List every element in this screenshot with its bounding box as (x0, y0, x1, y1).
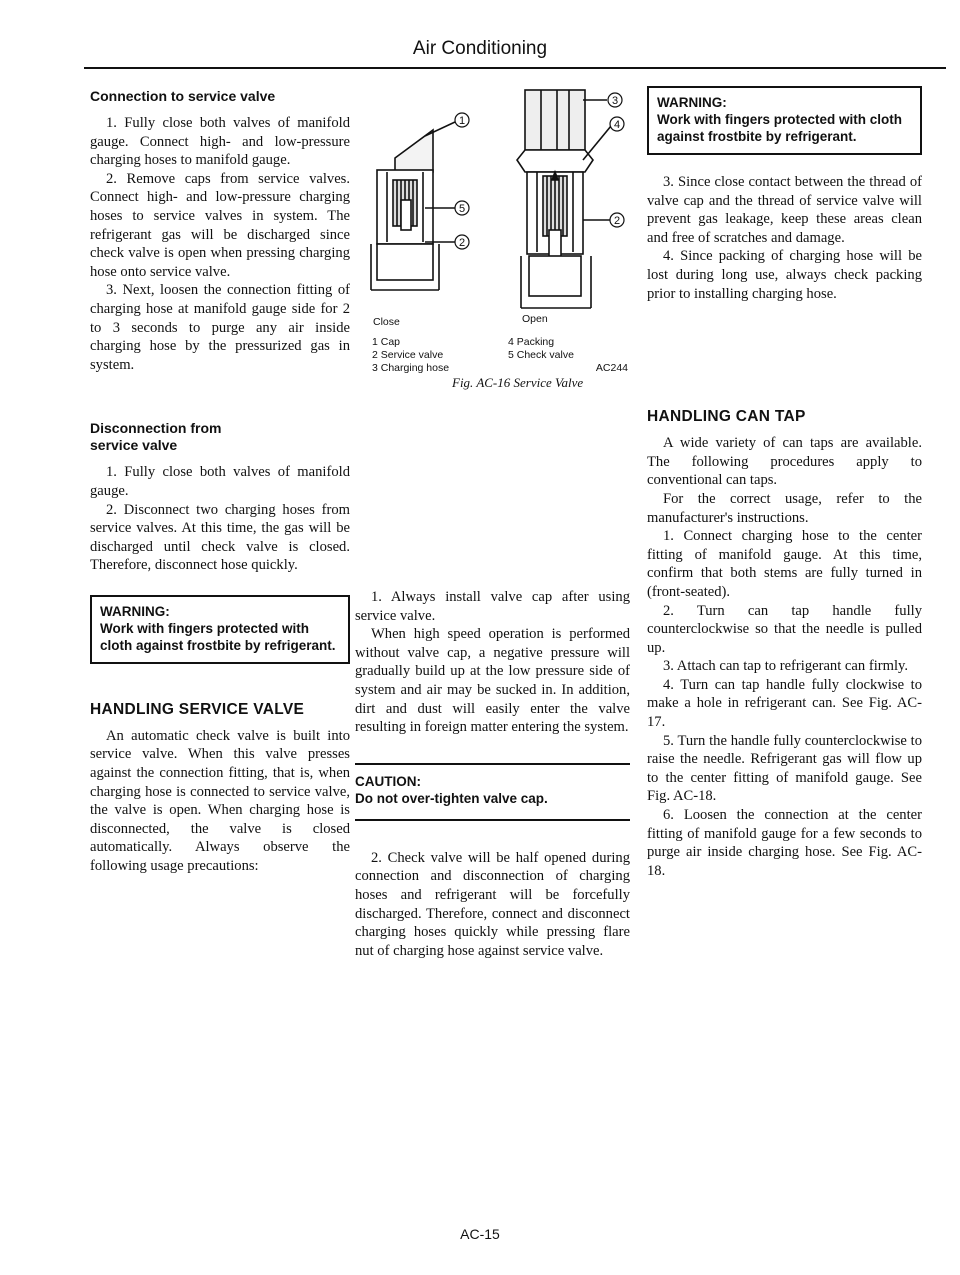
column-right (647, 86, 922, 880)
paragraph: 2. Disconnect two charging hoses from service valves. At this time, the gas will be discharged until check valve is closed. Therefore, disconnect hose quickly. (90, 501, 350, 574)
service-valve-figure (355, 80, 645, 316)
page-header: Air Conditioning (412, 38, 548, 59)
figure-caption: Fig. AC-16 Service Valve (452, 375, 584, 390)
page-number: AC-15 (460, 1226, 500, 1242)
paragraph: 2. Turn can tap handle fully counterclockwise so that the needle is pulled up. (647, 602, 922, 656)
paragraph: An automatic check valve is built into service valve. When this valve presses against the connection fitting, that is, when charging hose is connected to service valve, the valve is open. When charging hose is disconnected, the valve is closed automatically. Always observe the following usage precautions: (90, 727, 350, 875)
heading-connection: Connection to service valve (90, 88, 276, 104)
column-left (90, 86, 350, 876)
paragraph: For the correct usage, refer to the manufacturer's instructions. (647, 490, 922, 526)
heading-handling-service-valve: HANDLING SERVICE VALVE (90, 700, 305, 718)
paragraph: 2. Check valve will be half opened during connection and disconnection of charging hoses and refrigerant will be forcefully discharged. Therefore, connect and disconnect charging hoses quickly while pressing flare nut of charging hose against service valve. (355, 849, 630, 959)
heading-disconnection-line1: Disconnection from (90, 420, 222, 437)
warning-title: WARNING: (100, 603, 170, 619)
legend-item: 4 Packing (508, 336, 555, 348)
warning-box (647, 86, 922, 155)
legend-item: 2 Service valve (372, 349, 444, 361)
legend-block-right (508, 336, 628, 375)
label-open: Open (522, 313, 548, 325)
paragraph: 1. Fully close both valves of manifold gauge. (90, 464, 350, 499)
caution-text: Do not over-tighten valve cap. (355, 790, 548, 806)
paragraph: 4. Turn can tap handle fully clockwise to make a hole in refrigerant can. See Fig. AC-17. (647, 676, 922, 731)
paragraph: 1. Fully close both valves of manifold gauge. Connect high- and low-pressure charging hoses to manifold gauge. (90, 115, 350, 169)
warning-text: Work with fingers protected with cloth against frostbite by refrigerant. (657, 112, 903, 144)
callout-3: 3 (611, 95, 619, 107)
legend-block-left (372, 336, 449, 375)
column-middle (355, 588, 630, 960)
legend-item: 5 Check valve (508, 349, 574, 361)
paragraph: 1. Connect charging hose to the center fitting of manifold gauge. At this time, confirm that both stems are fully turned in (front-seated). (647, 528, 922, 600)
paragraph: A wide variety of can taps are available. The following procedures apply to conventional can taps. (647, 435, 922, 489)
figure-code: AC244 (595, 362, 628, 374)
paragraph: 2. Remove caps from service valves. Connect high- and low-pressure charging hoses to service valves in system. The refrigerant gas will be discharged since check valve is open when pressing charging hose onto service valve. (90, 170, 350, 280)
caution-box (355, 763, 630, 821)
callout-5: 5 (458, 203, 466, 215)
callout-4: 4 (613, 119, 621, 131)
paragraph: 1. Always install valve cap after using service valve. (355, 589, 630, 624)
label-close: Close (373, 316, 400, 328)
close-valve-drawing (371, 122, 455, 290)
warning-title: WARNING: (657, 95, 727, 110)
caution-title: CAUTION: (355, 773, 421, 789)
callout-2-close: 2 (458, 237, 466, 249)
open-valve-drawing (517, 90, 611, 308)
warning-box (90, 595, 350, 664)
legend-item: 3 Charging hose (372, 362, 450, 374)
paragraph: 6. Loosen the connection at the center fitting of manifold gauge for a few seconds to purge air inside charging hose. See Fig. AC-18. (647, 807, 922, 879)
warning-text: Work with fingers protected with cloth against frostbite by refrigerant. (100, 620, 336, 653)
paragraph: 5. Turn the handle fully counterclockwise to raise the needle. Refrigerant gas will flow up to the center fitting of manifold gauge. See Fig. AC-18. (647, 732, 922, 805)
paragraph: When high speed operation is performed without valve cap, a negative pressure will gradually build up at the low pressure side of system and air may be sucked in. In addition, dirt and dust will easily enter the valve resulting in foreign matter entering the system. (355, 626, 630, 736)
legend-item: 1 Cap (372, 336, 401, 348)
paragraph: 3. Next, loosen the connection fitting of charging hose at manifold gauge side for 2 to 3 seconds to purge any air inside charging hose by the pressurized gas in system. (90, 282, 350, 373)
paragraph: 3. Attach can tap to refrigerant can firmly. (663, 658, 909, 675)
callout-1: 1 (458, 115, 466, 127)
header-rule (84, 67, 946, 69)
heading-disconnection-line2: service valve (90, 437, 178, 454)
heading-handling-can-tap: HANDLING CAN TAP (647, 408, 806, 426)
paragraph: 3. Since close contact between the thread of valve cap and the thread of service valve will prevent gas leakage, keep these areas clean and free of scratches and damage. (647, 174, 922, 246)
callout-2-open: 2 (613, 215, 621, 227)
paragraph: 4. Since packing of charging hose will be lost during long use, always check packing prior to installing charging hose. (647, 248, 922, 302)
